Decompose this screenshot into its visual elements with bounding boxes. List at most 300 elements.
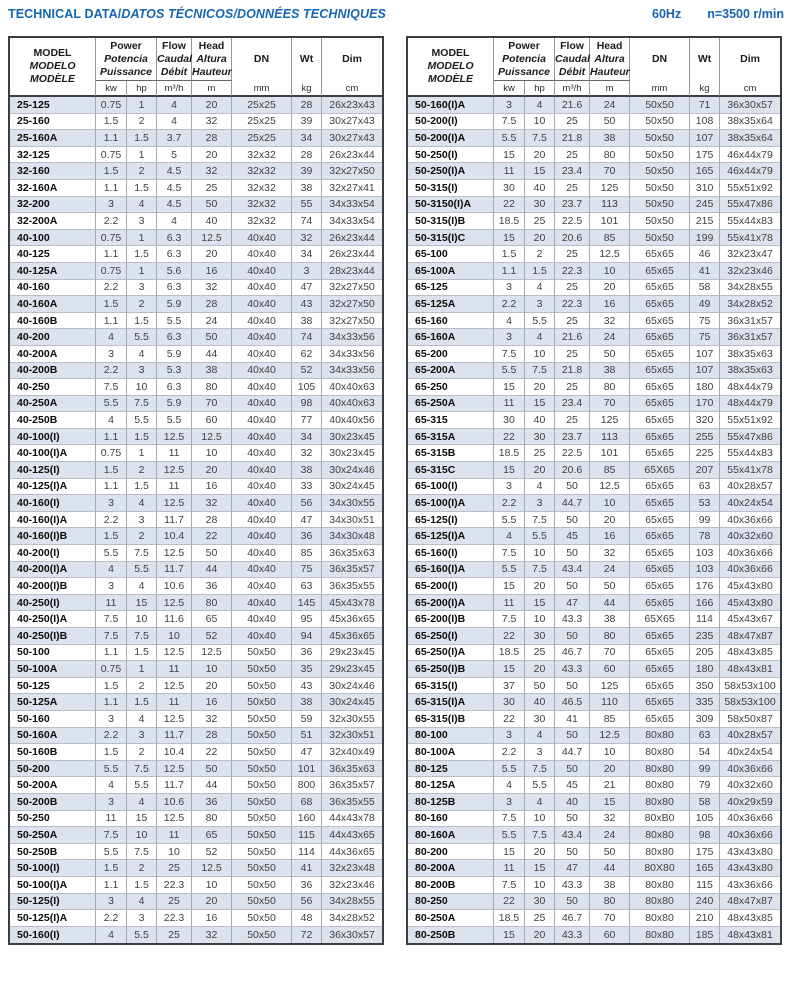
- value-cell: 50: [555, 678, 590, 695]
- value-cell: 40x36x66: [720, 811, 780, 828]
- value-cell: 10: [192, 661, 232, 678]
- table-row: [408, 445, 780, 462]
- value-cell: 800: [292, 777, 322, 794]
- value-cell: 5.9: [157, 296, 192, 313]
- table-row: [10, 578, 382, 595]
- table-row: [408, 379, 780, 396]
- value-cell: 7.5: [127, 545, 157, 562]
- table-row: [10, 462, 382, 479]
- value-cell: 1.5: [127, 130, 157, 147]
- table-row: [10, 645, 382, 662]
- value-cell: 53: [690, 495, 720, 512]
- value-cell: 40x40: [232, 512, 292, 529]
- value-cell: 30x24x46: [322, 678, 382, 695]
- value-cell: 32: [590, 313, 630, 330]
- pump-table-left: [8, 36, 384, 945]
- value-cell: 80x80: [630, 844, 690, 861]
- value-cell: 85: [590, 230, 630, 247]
- value-cell: 107: [690, 363, 720, 380]
- value-cell: 20: [192, 894, 232, 911]
- value-cell: 65x65: [630, 412, 690, 429]
- value-cell: 199: [690, 230, 720, 247]
- value-cell: 11.7: [157, 512, 192, 529]
- column-header-dn: DN: [630, 38, 690, 81]
- model-cell: 50-315(I): [408, 180, 494, 197]
- value-cell: 170: [690, 396, 720, 413]
- value-cell: 40x40: [232, 246, 292, 263]
- value-cell: 36: [192, 794, 232, 811]
- value-cell: 7.5: [96, 611, 127, 628]
- value-cell: 38: [590, 877, 630, 894]
- value-cell: 1.5: [127, 645, 157, 662]
- value-cell: 48x43x85: [720, 910, 780, 927]
- header-power-es: Potencia: [104, 52, 148, 65]
- value-cell: 12.5: [590, 246, 630, 263]
- value-cell: 28: [292, 97, 322, 114]
- table-row: [408, 130, 780, 147]
- model-cell: 80-200B: [408, 877, 494, 894]
- value-cell: 50: [555, 512, 590, 529]
- model-cell: 65-315(I)A: [408, 694, 494, 711]
- value-cell: 1.5: [127, 479, 157, 496]
- value-cell: 65x65: [630, 562, 690, 579]
- value-cell: 12.5: [192, 429, 232, 446]
- value-cell: 38x35x64: [720, 130, 780, 147]
- table-row: [408, 363, 780, 380]
- value-cell: 7.5: [127, 761, 157, 778]
- value-cell: 80: [192, 379, 232, 396]
- value-cell: 1.1: [494, 263, 525, 280]
- value-cell: 5: [157, 147, 192, 164]
- value-cell: 50x50: [232, 661, 292, 678]
- value-cell: 5.5: [494, 512, 525, 529]
- value-cell: 40x40x63: [322, 379, 382, 396]
- value-cell: 40x40: [232, 628, 292, 645]
- value-cell: 2.2: [494, 744, 525, 761]
- value-cell: 75: [690, 329, 720, 346]
- value-cell: 7.5: [525, 827, 555, 844]
- value-cell: 10.4: [157, 744, 192, 761]
- value-cell: 2: [127, 678, 157, 695]
- value-cell: 15: [525, 595, 555, 612]
- value-cell: 255: [690, 429, 720, 446]
- table-row: [408, 794, 780, 811]
- value-cell: 16: [192, 479, 232, 496]
- table-row: [408, 213, 780, 230]
- value-cell: 1.5: [127, 180, 157, 197]
- value-cell: 5.5: [525, 777, 555, 794]
- table-row: [408, 147, 780, 164]
- value-cell: 32x30x51: [322, 728, 382, 745]
- value-cell: 7.5: [96, 827, 127, 844]
- value-cell: 1.1: [96, 130, 127, 147]
- value-cell: 25x25: [232, 130, 292, 147]
- value-cell: 65: [192, 611, 232, 628]
- table-row: [10, 363, 382, 380]
- value-cell: 48x43x85: [720, 645, 780, 662]
- value-cell: 47: [292, 512, 322, 529]
- value-cell: 2: [127, 462, 157, 479]
- value-cell: 3: [96, 197, 127, 214]
- value-cell: 26x23x44: [322, 246, 382, 263]
- value-cell: 22: [192, 528, 232, 545]
- model-cell: 32-200A: [10, 213, 96, 230]
- table-row: [408, 197, 780, 214]
- value-cell: 40x40: [232, 545, 292, 562]
- value-cell: 41: [690, 263, 720, 280]
- table-row: [10, 595, 382, 612]
- table-row: [408, 263, 780, 280]
- model-cell: 40-125(I): [10, 462, 96, 479]
- value-cell: 30x24x45: [322, 479, 382, 496]
- unit-head: m: [192, 81, 232, 97]
- value-cell: 50x50: [232, 645, 292, 662]
- value-cell: 80x80: [630, 894, 690, 911]
- value-cell: 60: [590, 927, 630, 944]
- value-cell: 7.5: [127, 628, 157, 645]
- value-cell: 2.2: [96, 728, 127, 745]
- model-cell: 50-160(I)A: [408, 97, 494, 114]
- value-cell: 103: [690, 545, 720, 562]
- value-cell: 10: [127, 379, 157, 396]
- value-cell: 26x23x44: [322, 230, 382, 247]
- value-cell: 16: [192, 263, 232, 280]
- value-cell: 205: [690, 645, 720, 662]
- column-header-power: [494, 38, 555, 81]
- value-cell: 3: [127, 910, 157, 927]
- value-cell: 21.8: [555, 363, 590, 380]
- value-cell: 63: [690, 728, 720, 745]
- table-row: [10, 180, 382, 197]
- value-cell: 10.4: [157, 528, 192, 545]
- value-cell: 30: [494, 412, 525, 429]
- value-cell: 108: [690, 114, 720, 131]
- value-cell: 65x65: [630, 595, 690, 612]
- model-cell: 80-160: [408, 811, 494, 828]
- value-cell: 4: [127, 794, 157, 811]
- value-cell: 20: [192, 462, 232, 479]
- value-cell: 30: [525, 197, 555, 214]
- value-cell: 1.1: [96, 313, 127, 330]
- value-cell: 185: [690, 927, 720, 944]
- model-cell: 40-250(I)A: [10, 611, 96, 628]
- value-cell: 48x44x79: [720, 396, 780, 413]
- value-cell: 32: [292, 230, 322, 247]
- value-cell: 74: [292, 329, 322, 346]
- value-cell: 50: [590, 578, 630, 595]
- value-cell: 3: [96, 894, 127, 911]
- value-cell: 6.3: [157, 280, 192, 297]
- value-cell: 10: [192, 445, 232, 462]
- value-cell: 4: [525, 728, 555, 745]
- header-head-fr: Hauteur: [590, 65, 630, 78]
- value-cell: 23.4: [555, 163, 590, 180]
- value-cell: 176: [690, 578, 720, 595]
- value-cell: 30: [494, 180, 525, 197]
- value-cell: 30x27x43: [322, 130, 382, 147]
- table-row: [408, 578, 780, 595]
- value-cell: 40: [192, 213, 232, 230]
- value-cell: 4: [96, 562, 127, 579]
- table-row: [10, 445, 382, 462]
- value-cell: 70: [590, 163, 630, 180]
- value-cell: 38: [292, 180, 322, 197]
- value-cell: 38x35x63: [720, 346, 780, 363]
- value-cell: 3: [494, 794, 525, 811]
- value-cell: 45x36x65: [322, 611, 382, 628]
- value-cell: 160: [292, 811, 322, 828]
- value-cell: 3: [292, 263, 322, 280]
- table-row: [408, 429, 780, 446]
- table-row: [408, 462, 780, 479]
- table-row: [10, 246, 382, 263]
- table-row: [10, 628, 382, 645]
- value-cell: 65x65: [630, 479, 690, 496]
- value-cell: 55x44x83: [720, 213, 780, 230]
- model-cell: 40-100(I): [10, 429, 96, 446]
- value-cell: 1: [127, 661, 157, 678]
- value-cell: 44x43x65: [322, 827, 382, 844]
- value-cell: 145: [292, 595, 322, 612]
- value-cell: 125: [590, 180, 630, 197]
- value-cell: 105: [690, 811, 720, 828]
- value-cell: 18.5: [494, 213, 525, 230]
- value-cell: 50x50: [232, 744, 292, 761]
- value-cell: 11: [494, 595, 525, 612]
- value-cell: 3: [96, 578, 127, 595]
- value-cell: 24: [192, 313, 232, 330]
- value-cell: 101: [590, 445, 630, 462]
- model-cell: 50-250(I): [408, 147, 494, 164]
- value-cell: 65x65: [630, 263, 690, 280]
- value-cell: 63: [292, 578, 322, 595]
- value-cell: 32x23x48: [322, 860, 382, 877]
- value-cell: 39: [292, 163, 322, 180]
- value-cell: 32: [590, 811, 630, 828]
- value-cell: 12.5: [192, 230, 232, 247]
- value-cell: 7.5: [96, 628, 127, 645]
- value-cell: 25: [525, 645, 555, 662]
- value-cell: 55x44x83: [720, 445, 780, 462]
- value-cell: 40: [525, 180, 555, 197]
- value-cell: 65x65: [630, 528, 690, 545]
- value-cell: 26x23x44: [322, 147, 382, 164]
- value-cell: 34x33x56: [322, 346, 382, 363]
- value-cell: 79: [690, 777, 720, 794]
- value-cell: 65X65: [630, 611, 690, 628]
- value-cell: 40x40: [232, 363, 292, 380]
- value-cell: 32: [192, 495, 232, 512]
- value-cell: 1.1: [96, 877, 127, 894]
- value-cell: 38: [590, 130, 630, 147]
- value-cell: 50x50: [232, 761, 292, 778]
- value-cell: 3: [494, 97, 525, 114]
- value-cell: 34x28x52: [720, 296, 780, 313]
- table-row: [408, 346, 780, 363]
- value-cell: 36x35x57: [322, 777, 382, 794]
- value-cell: 68: [292, 794, 322, 811]
- value-cell: 45: [555, 528, 590, 545]
- value-cell: 2: [127, 114, 157, 131]
- value-cell: 18.5: [494, 910, 525, 927]
- value-cell: 50x50: [232, 811, 292, 828]
- value-cell: 32x27x50: [322, 296, 382, 313]
- table-body-left: [10, 97, 382, 943]
- value-cell: 15: [494, 844, 525, 861]
- header-flow-en: Flow: [162, 39, 186, 52]
- value-cell: 80x80: [630, 794, 690, 811]
- value-cell: 43x43x80: [720, 844, 780, 861]
- table-row: [408, 877, 780, 894]
- value-cell: 44: [590, 595, 630, 612]
- value-cell: 12.5: [157, 462, 192, 479]
- value-cell: 40x28x57: [720, 728, 780, 745]
- value-cell: 5.5: [127, 329, 157, 346]
- value-cell: 32x40x49: [322, 744, 382, 761]
- value-cell: 50x50: [630, 180, 690, 197]
- value-cell: 80x80: [630, 761, 690, 778]
- value-cell: 15: [127, 811, 157, 828]
- value-cell: 65x65: [630, 545, 690, 562]
- value-cell: 50x50: [232, 894, 292, 911]
- value-cell: 80: [590, 628, 630, 645]
- value-cell: 20: [525, 230, 555, 247]
- value-cell: 20.6: [555, 462, 590, 479]
- value-cell: 44x43x78: [322, 811, 382, 828]
- value-cell: 32x32: [232, 163, 292, 180]
- value-cell: 10: [127, 611, 157, 628]
- value-cell: 36: [292, 877, 322, 894]
- value-cell: 65x65: [630, 296, 690, 313]
- value-cell: 5.5: [157, 412, 192, 429]
- value-cell: 3: [127, 363, 157, 380]
- value-cell: 320: [690, 412, 720, 429]
- value-cell: 1.1: [96, 479, 127, 496]
- value-cell: 12.5: [157, 595, 192, 612]
- value-cell: 15: [494, 462, 525, 479]
- value-cell: 3: [96, 495, 127, 512]
- value-cell: 47: [292, 280, 322, 297]
- model-cell: 65-200: [408, 346, 494, 363]
- value-cell: 65x65: [630, 661, 690, 678]
- value-cell: 80x80: [630, 827, 690, 844]
- value-cell: 70: [590, 910, 630, 927]
- value-cell: 25: [525, 213, 555, 230]
- value-cell: 75: [690, 313, 720, 330]
- value-cell: 25: [555, 412, 590, 429]
- value-cell: 40x40: [232, 462, 292, 479]
- value-cell: 44: [192, 777, 232, 794]
- value-cell: 20: [590, 512, 630, 529]
- value-cell: 40x40: [232, 379, 292, 396]
- model-cell: 65-315(I)B: [408, 711, 494, 728]
- value-cell: 20.6: [555, 230, 590, 247]
- value-cell: 15: [494, 927, 525, 944]
- value-cell: 6.3: [157, 379, 192, 396]
- value-cell: 1.1: [96, 694, 127, 711]
- value-cell: 28: [192, 512, 232, 529]
- value-cell: 34x30x55: [322, 495, 382, 512]
- value-cell: 30: [525, 711, 555, 728]
- value-cell: 43.3: [555, 927, 590, 944]
- table-row: [10, 811, 382, 828]
- value-cell: 210: [690, 910, 720, 927]
- value-cell: 2.2: [96, 910, 127, 927]
- model-cell: 32-160: [10, 163, 96, 180]
- model-cell: 65-200(I)B: [408, 611, 494, 628]
- value-cell: 32: [192, 114, 232, 131]
- header-power-fr: Puissance: [498, 65, 550, 78]
- value-cell: 20: [192, 678, 232, 695]
- value-cell: 40x40: [232, 329, 292, 346]
- tables-row: [8, 36, 782, 945]
- value-cell: 18.5: [494, 645, 525, 662]
- value-cell: 98: [690, 827, 720, 844]
- model-cell: 50-160A: [10, 728, 96, 745]
- value-cell: 95: [292, 611, 322, 628]
- value-cell: 20: [192, 246, 232, 263]
- value-cell: 70: [590, 396, 630, 413]
- value-cell: 34x33x56: [322, 363, 382, 380]
- model-cell: 25-160: [10, 114, 96, 131]
- table-row: [10, 562, 382, 579]
- value-cell: 1.5: [525, 263, 555, 280]
- value-cell: 10: [127, 827, 157, 844]
- value-cell: 36x35x55: [322, 578, 382, 595]
- value-cell: 25x25: [232, 97, 292, 114]
- value-cell: 34x28x55: [322, 894, 382, 911]
- value-cell: 41: [555, 711, 590, 728]
- value-cell: 6.3: [157, 246, 192, 263]
- model-cell: 80-160A: [408, 827, 494, 844]
- value-cell: 20: [525, 147, 555, 164]
- value-cell: 38: [292, 694, 322, 711]
- value-cell: 22.5: [555, 213, 590, 230]
- value-cell: 7.5: [494, 611, 525, 628]
- header-model-en: MODEL: [33, 47, 72, 59]
- value-cell: 50x50: [232, 877, 292, 894]
- value-cell: 70: [590, 645, 630, 662]
- table-row: [408, 628, 780, 645]
- model-cell: 50-200(I)A: [408, 130, 494, 147]
- value-cell: 44.7: [555, 495, 590, 512]
- value-cell: 32x27x50: [322, 313, 382, 330]
- value-cell: 101: [292, 761, 322, 778]
- value-cell: 25: [192, 180, 232, 197]
- value-cell: 56: [292, 495, 322, 512]
- value-cell: 38x35x63: [720, 363, 780, 380]
- value-cell: 40: [525, 412, 555, 429]
- value-cell: 50: [590, 346, 630, 363]
- table-row: [10, 711, 382, 728]
- model-cell: 80-125B: [408, 794, 494, 811]
- model-cell: 50-125(I): [10, 894, 96, 911]
- value-cell: 22.3: [555, 296, 590, 313]
- table-row: [10, 528, 382, 545]
- value-cell: 85: [590, 462, 630, 479]
- table-header: [10, 38, 382, 97]
- value-cell: 77: [292, 412, 322, 429]
- value-cell: 50x50: [232, 844, 292, 861]
- value-cell: 25: [157, 894, 192, 911]
- model-cell: 50-200(I): [408, 114, 494, 131]
- model-cell: 65-250A: [408, 396, 494, 413]
- value-cell: 38: [292, 313, 322, 330]
- value-cell: 12.5: [157, 761, 192, 778]
- value-cell: 50: [192, 545, 232, 562]
- table-row: [408, 844, 780, 861]
- value-cell: 25: [555, 346, 590, 363]
